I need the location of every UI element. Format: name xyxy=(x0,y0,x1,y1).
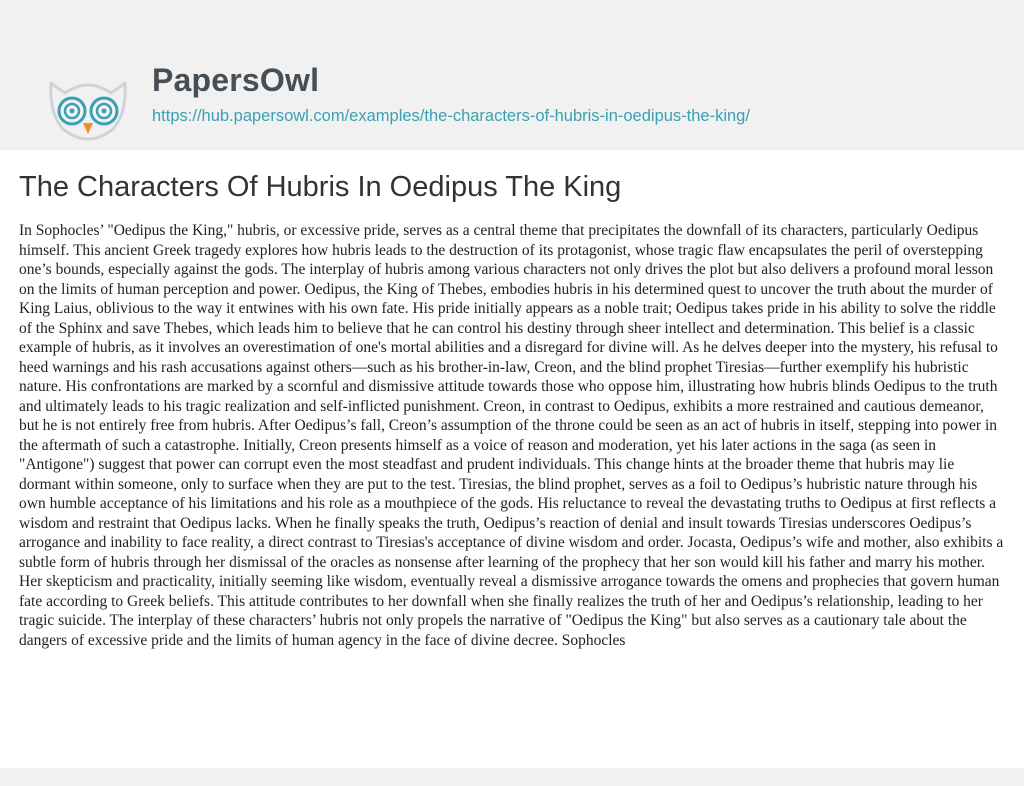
papersowl-logo-icon[interactable] xyxy=(47,73,129,141)
source-url-link[interactable]: https://hub.papersowl.com/examples/the-characters-of-hubris-in-oedipus-the-king/ xyxy=(152,107,750,125)
article-body: In Sophocles’ "Oedipus the King," hubris, or excessive pride, serves as a central theme that precipitates the downfall of its characters, particularly Oedipus himself. This ancient Greek tragedy explores how hubris leads to the destruction of its protagonist, whose tragic flaw encapsulates the peril of overstepping one’s bounds, especially against the gods. The interplay of hubris among various characters not only drives the plot but also delivers a profound moral lesson on the limits of human perception and power. Oedipus, the King of Thebes, embodies hubris in his determined quest to uncover the truth about the murder of King Laius, oblivious to the way it entwines with his own fate. His pride initially appears as a noble trait; Oedipus takes pride in his ability to solve the riddle of the Sphinx and save Thebes, which leads him to believe that he can control his destiny through sheer intellect and determination. This belief is a classic example of hubris, as it involves an overestimation of one's mortal abilities and a disregard for divine will. As he delves deeper into the mystery, his refusal to heed warnings and his rash accusations against others—such as his brother-in-law, Creon, and the blind prophet Tiresias—further exemplify his hubristic nature. His confrontations are marked by a scornful and dismissive attitude towards those who oppose him, illustrating how hubris blinds Oedipus to the truth and ultimately leads to his tragic realization and self-inflicted punishment. Creon, in contrast to Oedipus, exhibits a more restrained and cautious demeanor, but he is not entirely free from hubris. After Oedipus’s fall, Creon’s assumption of the throne could be seen as an act of hubris in itself, stepping into power in the aftermath of such a catastrophe. Initially, Creon presents himself as a voice of reason and moderation, yet his later actions in the saga (as seen in "Antigone") suggest that power can corrupt even the most steadfast and prudent individuals. This change hints at the broader theme that hubris may lie dormant within someone, only to surface when they are put to the test. Tiresias, the blind prophet, serves as a foil to Oedipus’s hubristic nature through his own humble acceptance of his limitations and his role as a mouthpiece of the gods. His reluctance to reveal the devastating truths to Oedipus at first reflects a wisdom and restraint that Oedipus lacks. When he finally speaks the truth, Oedipus’s reaction of denial and insult towards Tiresias underscores Oedipus’s arrogance and inability to face reality, a direct contrast to Tiresias's acceptance of divine wisdom and order. Jocasta, Oedipus’s wife and mother, also exhibits a subtle form of hubris through her dismissal of the oracles as nonsense after learning of the prophecy that her son would kill his father and marry his mother. Her skepticism and practicality, initially seeming like wisdom, eventually reveal a dismissive arrogance towards the omens and prophecies that govern human fate according to Greek beliefs. This attitude contributes to her downfall when she finally realizes the truth of her and Oedipus’s relationship, leading to her tragic suicide. The interplay of these characters’ hubris not only propels the narrative of "Oedipus the King" but also serves as a cautionary tale about the dangers of excessive pride and the limits of human agency in the face of divine decree. Sophocles xyxy=(19,222,1004,649)
page-title: The Characters Of Hubris In Oedipus The King xyxy=(19,171,622,203)
brand-name: PapersOwl xyxy=(152,62,320,98)
footer-bar xyxy=(0,768,1024,786)
site-header xyxy=(0,0,1024,150)
